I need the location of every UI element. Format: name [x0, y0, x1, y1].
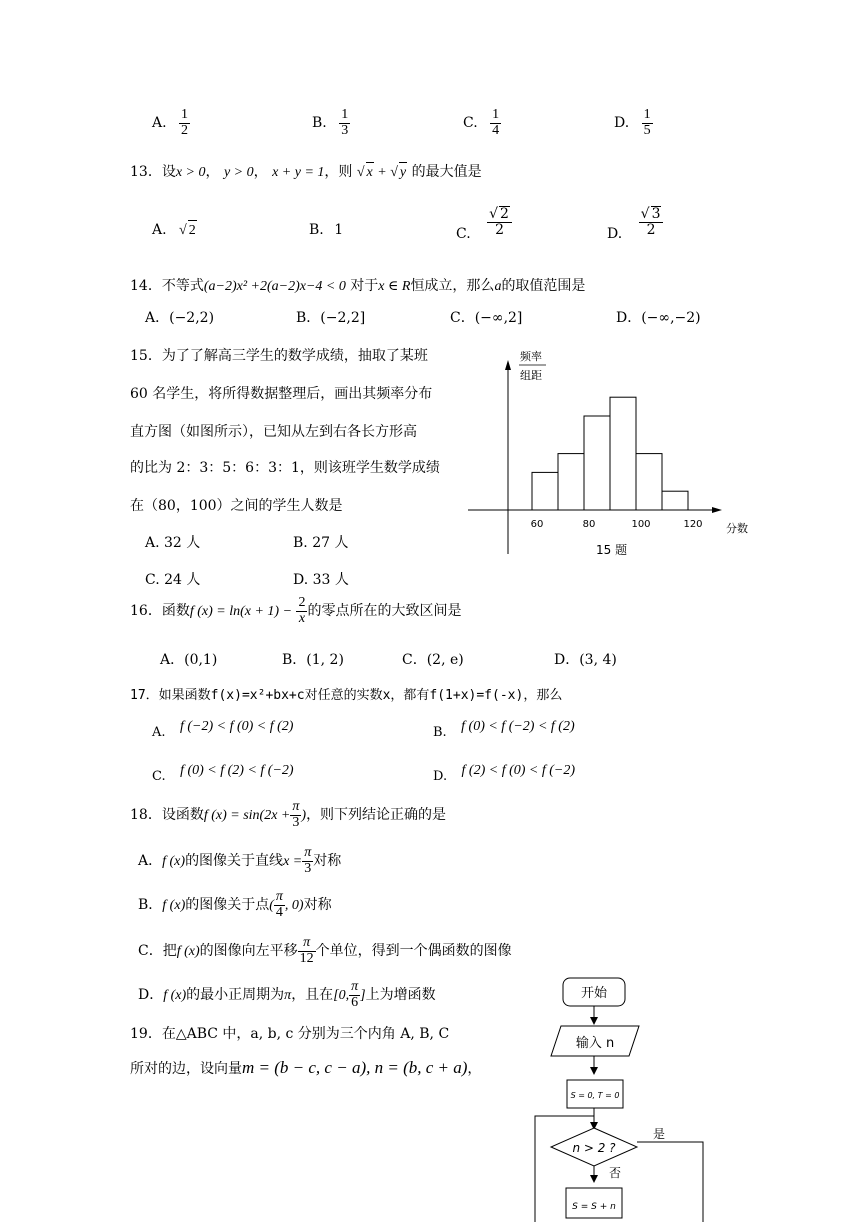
q15-line-1: 15．为了了解高三学生的数学成绩，抽取了某班 [130, 348, 428, 364]
histogram-bar-105-115 [662, 491, 688, 510]
q15-line-4: 的比为 2：3：5：6：3：1，则该班学生数学成绩 [130, 460, 440, 476]
q16-option-b: B．(1, 2) [282, 652, 344, 668]
q13-option-d: D. $\frac{√ 3}{2}$ [607, 206, 663, 237]
q17-option-b: B. f (0) < f (−2) < f (2) [433, 719, 575, 740]
q12-option-a: A. $\frac{1}{2}$ [152, 107, 189, 138]
x-tick-label: 120 [683, 519, 703, 530]
q12-option-c: C. $\frac{1}{4}$ [463, 107, 500, 138]
x-axis-arrow [712, 507, 722, 513]
q14-option-c: C．(−∞,2] [450, 310, 523, 326]
flowchart-decision-text: n > 2 ? [572, 1141, 616, 1155]
flowchart-init-text: S = 0, T = 0 [570, 1091, 620, 1100]
q15-line-2: 60 名学生，将所得数据整理后，画出其频率分布 [130, 386, 433, 402]
q15-option-b: B. 27 人 [293, 535, 349, 551]
flowchart-no-label: 否 [609, 1166, 622, 1180]
q18-option-a: A．f (x)的图像关于直线x = $\frac{\pi}{3}$ 对称 [138, 845, 342, 876]
q12-option-d: D. $\frac{1}{5}$ [614, 107, 651, 138]
flowchart-step-text: S = S + n [572, 1202, 616, 1212]
q19-line-2: 所对的边，设向量m = (b − c, c − a), n = (b, c + a)， [130, 1058, 482, 1077]
q19-line-1: 19．在△ABC 中，a, b, c 分别为三个内角 A, B, C [130, 1026, 450, 1042]
q14-option-b: B．(−2,2] [296, 310, 366, 326]
q18-option-d: D．f (x)的最小正周期为π，且在[0, $\frac{\pi}{6}$ ]上为增函数 [138, 979, 436, 1010]
q17-option-d: D. f (2) < f (0) < f (−2) [433, 763, 576, 784]
y-axis-label-bottom: 组距 [520, 369, 542, 382]
q17-option-a: A. f (−2) < f (0) < f (2) [152, 719, 294, 740]
q13-option-c: C. $\frac{√ 2}{2}$ [456, 206, 512, 237]
q15-option-a: A. 32 人 [145, 535, 201, 551]
histogram-bar-95-105 [636, 454, 662, 510]
histogram-bar-75-85 [584, 416, 610, 510]
q12-option-c-fraction: $\frac{1}{4}$ [492, 107, 500, 138]
flowchart-input-text: 输入 n [575, 1036, 615, 1051]
q15-option-c: C. 24 人 [145, 572, 201, 588]
q12-option-b: B. $\frac{1}{3}$ [312, 107, 349, 138]
x-tick-label: 100 [631, 519, 651, 530]
flowchart-yes-line [637, 1142, 703, 1222]
q16-stem: 16．函数f (x) = ln(x + 1) − $\frac{2}{x}$ 的零点所在的大致区间是 [130, 595, 462, 626]
x-tick-label: 80 [582, 519, 596, 530]
arrow-icon [590, 1175, 598, 1183]
q12-option-a-fraction: $\frac{1}{2}$ [181, 107, 189, 138]
q16-option-a: A．(0,1) [160, 652, 218, 668]
x-tick-label: 60 [530, 519, 544, 530]
q12-option-b-fraction: $\frac{1}{3}$ [341, 107, 349, 138]
q17-stem: 17．如果函数f(x)=x²+bx+c对任意的实数x，都有f(1+x)=f(-x)，那么 [130, 688, 563, 703]
q16-option-d: D．(3, 4) [554, 652, 617, 668]
chart-caption: 15 题 [596, 543, 628, 557]
q13-stem: 13．设x > 0， y > 0， x + y = 1，则 √ x + √ y 的最大值是 [130, 162, 482, 183]
q15-line-3: 直方图（如图所示），已知从左到右各长方形高 [130, 424, 417, 440]
q15-line-5: 在（80，100）之间的学生人数是 [130, 498, 343, 514]
q18-option-c: C．把f (x)的图像向左平移 $\frac{\pi}{12}$ 个单位，得到一个偶函数的图像 [138, 935, 512, 966]
q12-option-d-fraction: $\frac{1}{5}$ [643, 107, 651, 138]
q16-option-c: C．(2, e) [402, 652, 464, 668]
q13-option-a: A. √ 2 [152, 220, 197, 241]
q14-option-d: D．(−∞,−2) [616, 310, 701, 326]
y-axis-label-top: 频率 [520, 350, 542, 363]
q15-option-d: D. 33 人 [293, 572, 349, 588]
q18-stem: 18．设函数f (x) = sin(2x + $\frac{\pi}{3}$ )，则下列结论正确的是 [130, 799, 447, 830]
arrow-icon [590, 1067, 598, 1075]
x-axis-label: 分数 [726, 522, 748, 535]
frequency-histogram [464, 346, 764, 566]
histogram-bar-55-65 [532, 472, 558, 510]
histogram-bar-65-75 [558, 454, 584, 510]
q18-option-b: B．f (x)的图像关于点( $\frac{\pi}{4}$ , 0)对称 [138, 889, 332, 920]
y-axis-arrow [505, 360, 511, 370]
q14-option-a: A．(−2,2) [145, 310, 215, 326]
q14-stem: 14．不等式(a−2)x² +2(a−2)x−4 < 0 对于x ∈ R恒成立，那么a的取值范围是 [130, 278, 586, 294]
flowchart-yes-label: 是 [653, 1127, 666, 1141]
flowchart-start-text: 开始 [580, 986, 608, 1001]
histogram-bar-85-95 [610, 397, 636, 510]
flowchart [525, 972, 725, 1222]
q13-option-b: B. 1 [309, 222, 344, 238]
arrow-icon [590, 1017, 598, 1025]
q17-option-c: C. f (0) < f (2) < f (−2) [152, 763, 294, 784]
